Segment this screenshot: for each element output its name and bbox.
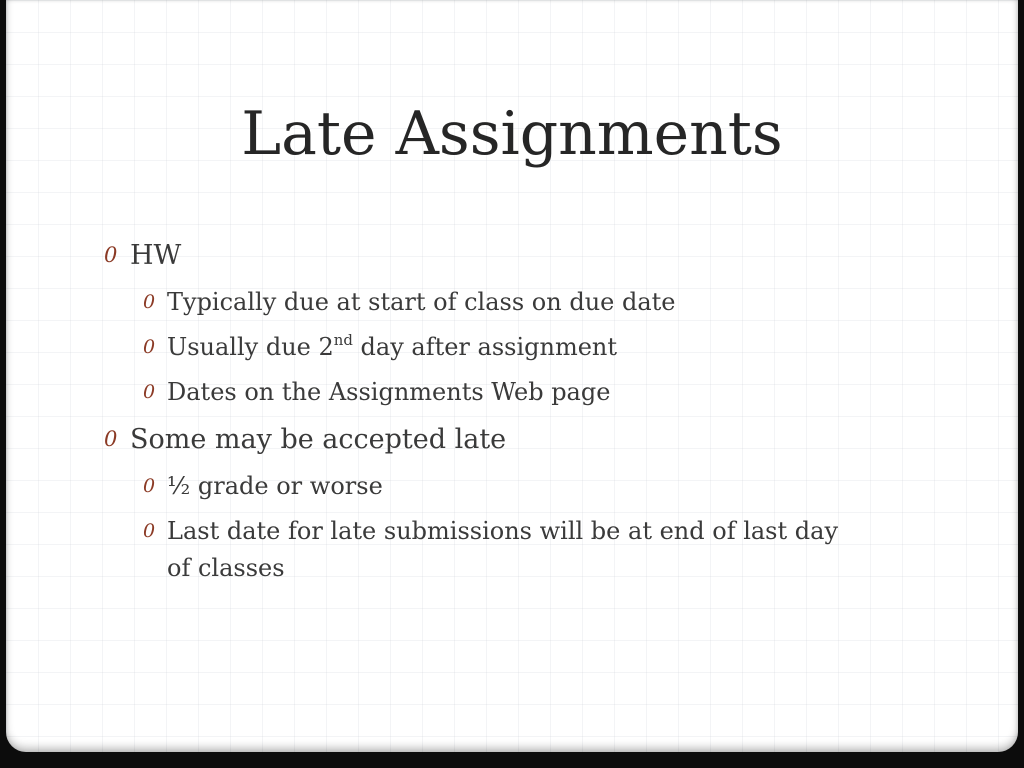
- bullet-text: Some may be accepted late: [130, 424, 507, 455]
- bullet-text: Typically due at start of class on due date: [167, 288, 676, 316]
- bullet-marker: 0: [143, 381, 156, 403]
- sub-bullet-item: [143, 329, 907, 366]
- bullet-marker: 0: [143, 291, 156, 313]
- slide-title: Late Assignments: [241, 99, 783, 169]
- bullet-text: Last date for late submissions will be at end of last day: [167, 517, 839, 545]
- bullet-marker: 0: [143, 336, 156, 358]
- bullet-marker: 0: [104, 427, 118, 451]
- bullet-item: [104, 421, 507, 458]
- bullet-list: [6, 0, 1018, 752]
- bullet-text: Dates on the Assignments Web page: [167, 378, 611, 406]
- sub-bullet-item: [143, 284, 907, 321]
- bullet-marker: 0: [143, 475, 156, 497]
- sub-bullet-item: [143, 468, 907, 505]
- bullet-text: Usually due 2: [167, 333, 334, 361]
- ordinal-suffix: nd: [333, 331, 353, 350]
- sub-bullet-item: [143, 374, 907, 411]
- bullet-text: HW: [130, 240, 182, 271]
- slide: [6, 0, 1018, 752]
- sub-bullet-item: [143, 513, 907, 587]
- bullet-text-continued: day after assignment: [352, 333, 618, 361]
- bullet-marker: 0: [104, 243, 118, 267]
- bullet-marker: 0: [143, 520, 156, 542]
- bullet-text-line2: of classes: [167, 554, 285, 582]
- bullet-item: [104, 237, 182, 274]
- bullet-text: ½ grade or worse: [167, 472, 383, 500]
